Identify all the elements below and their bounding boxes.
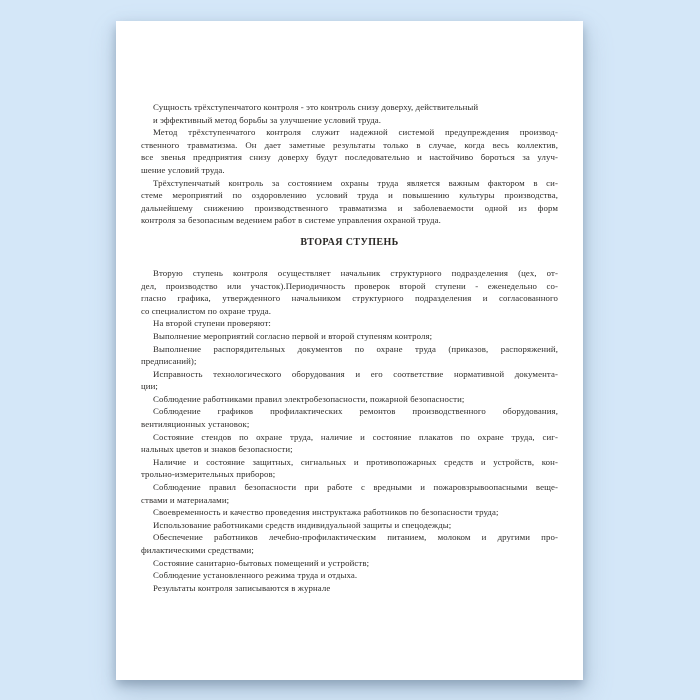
text-line: стеме мероприятий по оздоровлению условий труда и повышению культуры производства, (141, 190, 558, 201)
text-line: все звенья предприятия снизу доверху будут последовательно и настойчиво бороться за улуч- (141, 152, 558, 163)
paragraph (141, 569, 558, 582)
text-line: Выполнение мероприятий согласно первой и второй ступеням контроля; (153, 330, 433, 341)
text-line: Своевременность и качество проведения инструктажа работников по безопасности труда; (153, 507, 499, 518)
text-line: Соблюдение работниками правил электробезопасности, пожарной безопасности; (153, 393, 465, 404)
text-line: Результаты контроля записываются в журнале (153, 582, 331, 593)
paragraph (141, 393, 558, 406)
paragraph (141, 330, 558, 343)
paragraph (141, 267, 558, 317)
intro-section (141, 101, 558, 227)
text-line: Состояние стендов по охране труда, наличие и состояние плакатов по охране труда, сиг- (153, 431, 558, 442)
text-line: филактическими средствами; (141, 545, 254, 555)
paragraph (141, 101, 558, 126)
paragraph (141, 368, 558, 393)
text-line: шение условий труда. (141, 164, 225, 175)
text-line: Вторую ступень контроля осуществляет начальник структурного подразделения (цех, от- (153, 267, 558, 278)
text-line: Наличие и состояние защитных, сигнальных и противопожарных средств и устройств, кон- (153, 456, 558, 467)
text-line: На второй ступени проверяют: (153, 318, 271, 329)
text-line: Соблюдение правил безопасности при работе с вредными и пожаровзрывоопасными веще- (153, 482, 558, 493)
paragraph (141, 456, 558, 481)
text-line: предписаний); (141, 356, 197, 367)
text-line: Использование работниками средств индивидуальной защиты и спецодежды; (153, 519, 452, 530)
paragraph (141, 126, 558, 176)
text-line: нальных цветов и знаков безопасности; (141, 444, 293, 455)
paragraph (141, 481, 558, 506)
paragraph (141, 506, 558, 519)
second-stage-section (141, 267, 558, 594)
text-line: Исправность технологического оборудования и его соответствие нормативной документа- (153, 368, 558, 379)
paragraph (141, 343, 558, 368)
text-line: Трёхступенчатый контроль за состоянием охраны труда является важным фактором в си- (153, 177, 558, 188)
document-page (116, 21, 583, 680)
paragraph (141, 582, 558, 595)
text-line: Выполнение распорядительных документов по охране труда (приказов, распоряжений, (153, 343, 558, 354)
text-line: Состояние санитарно-бытовых помещений и устройств; (153, 557, 370, 568)
text-line: Сущность трёхступенчатого контроля - это контроль снизу доверху, действительный (153, 102, 479, 112)
text-line: контроля за безопасным ведением работ в системе управления охраной труда. (141, 215, 441, 226)
text-line: Соблюдение графиков профилактических ремонтов производственного оборудования, (153, 406, 558, 417)
text-line: ствами и материалами; (141, 494, 230, 505)
text-line: дел, производство или участок).Периодичность проверок второй ступени - еженедельно со- (141, 280, 558, 291)
paragraph (141, 177, 558, 227)
paragraph (141, 317, 558, 330)
document-content (141, 101, 558, 594)
paragraph (141, 431, 558, 456)
text-line: Обеспечение работников лечебно-профилактическим питанием, молоком и другими про- (153, 532, 558, 543)
text-line: ции; (141, 381, 158, 392)
text-line: и эффективный метод борьбы за улучшение условий труда. (153, 114, 382, 125)
text-line: дальнейшему снижению производственного травматизма и заболеваемости одной из форм (141, 202, 558, 213)
paragraph (141, 519, 558, 532)
text-line: Соблюдение установленного режима труда и отдыха. (153, 570, 358, 581)
paragraph (141, 405, 558, 430)
paragraph (141, 531, 558, 556)
section-heading: ВТОРАЯ СТУПЕНЬ (300, 236, 399, 248)
text-line: трольно-измерительных приборов; (141, 469, 276, 480)
text-line: вентиляционных установок; (141, 419, 250, 430)
text-line: гласно графика, утвержденного начальником структурного подразделения и согласованного (141, 293, 558, 304)
text-line: со специалистом по охране труда. (141, 305, 271, 316)
text-line: ственного травматизма. Он дает заметные результаты только в случае, когда весь коллектив, (141, 139, 558, 150)
text-line: Метод трёхступенчатого контроля служит надежной системой предупреждения производ- (153, 127, 558, 138)
paragraph (141, 557, 558, 570)
